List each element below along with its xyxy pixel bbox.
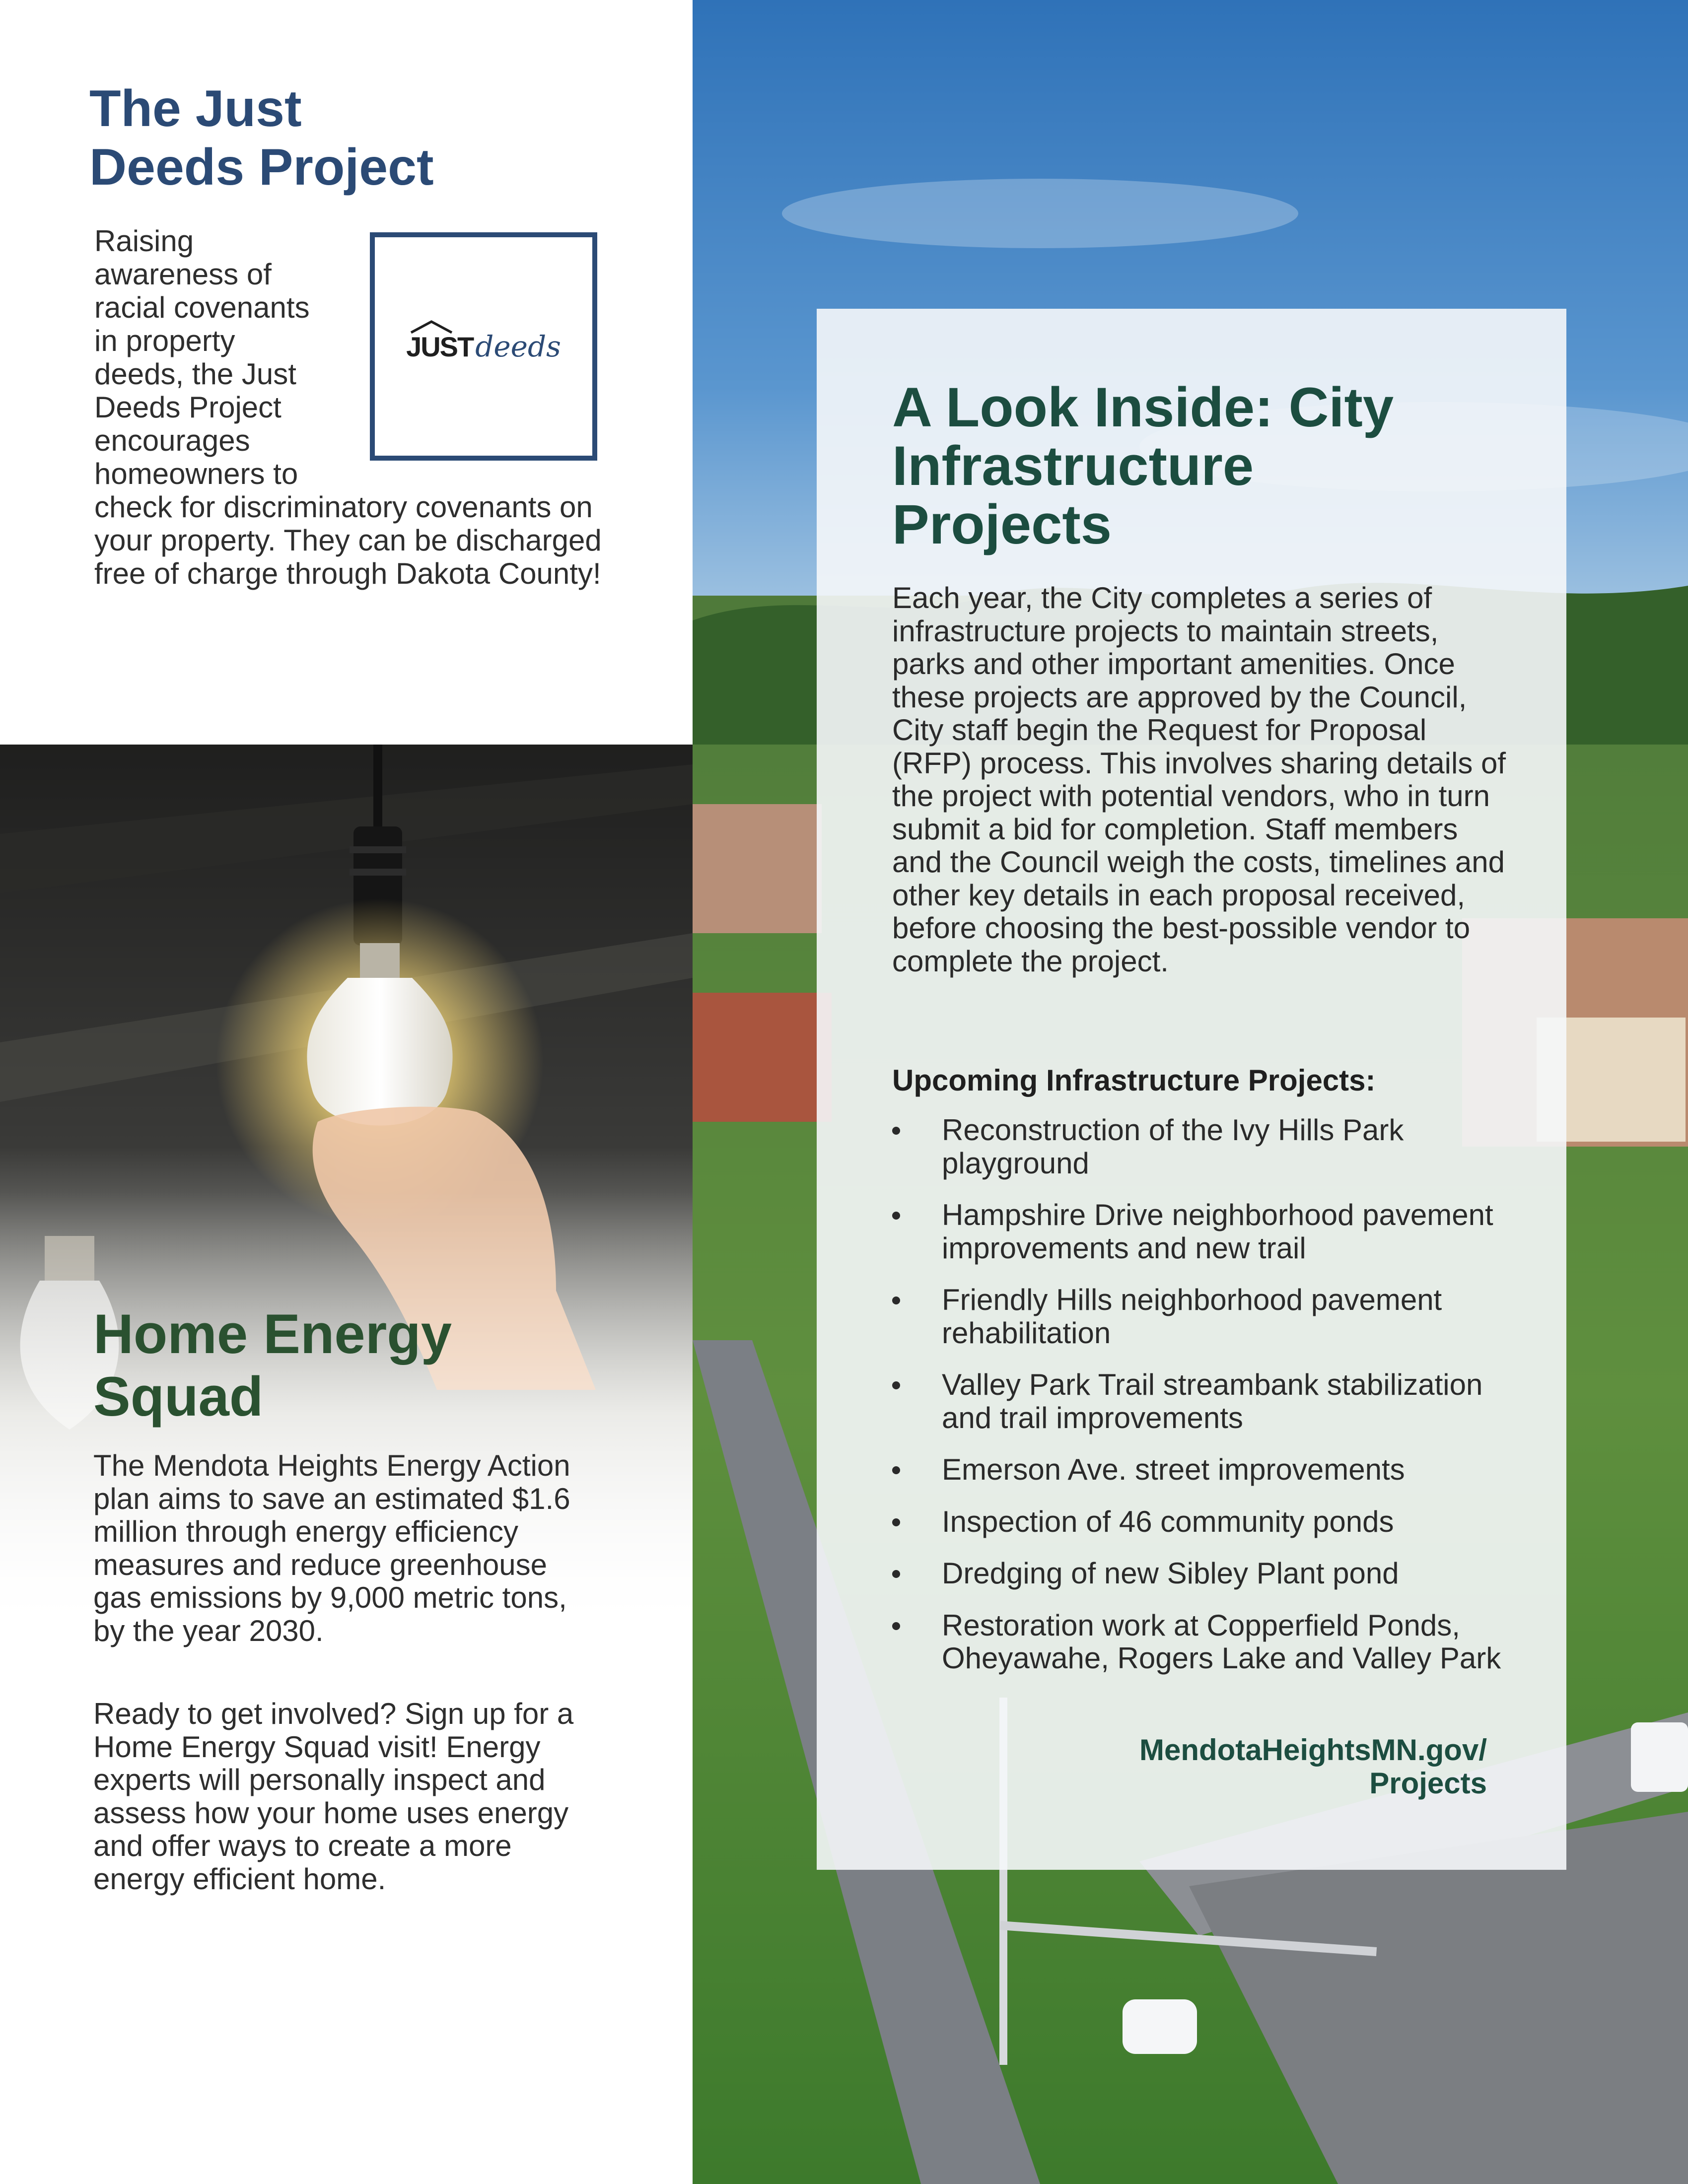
house-roof-icon xyxy=(409,320,454,335)
project-text: Friendly Hills neighborhood pavement rehabilitation xyxy=(942,1283,1442,1350)
just-deeds-logo-just xyxy=(406,331,473,363)
list-item xyxy=(892,1557,1513,1590)
infrastructure-title-line1: A Look Inside: City xyxy=(892,376,1394,438)
home-energy-paragraph-2: Ready to get involved? Sign up for a Home Energy Squad visit! Energy experts will personally inspect and assess how your home uses energy and offer ways to create a more energy efficient home. xyxy=(93,1697,574,1896)
project-text: Dredging of new Sibley Plant pond xyxy=(942,1557,1399,1590)
just-deeds-logo-box xyxy=(370,232,597,461)
infrastructure-title-line3: Projects xyxy=(892,493,1112,555)
bullet-icon xyxy=(892,1518,900,1526)
bullet-icon xyxy=(892,1297,900,1304)
just-deeds-logo xyxy=(406,330,561,363)
just-deeds-title-line2: Deeds Project xyxy=(89,138,434,196)
list-item xyxy=(892,1199,1513,1265)
infrastructure-card xyxy=(817,309,1566,1870)
infrastructure-link[interactable] xyxy=(1139,1733,1487,1800)
just-deeds-title-line1: The Just xyxy=(89,80,302,137)
project-text: Restoration work at Copperfield Ponds, Oheyawahe, Rogers Lake and Valley Park xyxy=(942,1608,1501,1675)
list-item xyxy=(892,1505,1513,1539)
upcoming-projects-list xyxy=(892,1114,1513,1694)
home-energy-paragraph-1: The Mendota Heights Energy Action plan aims to save an estimated $1.6 million through energy efficiency measures and reduce greenhouse gas emissions by 9,000 metric tons, by the year 2030. xyxy=(93,1449,570,1647)
body-line: deeds, the Just xyxy=(94,357,296,391)
list-item xyxy=(892,1609,1513,1675)
project-text: Emerson Ave. street improvements xyxy=(942,1453,1405,1486)
body-line: Raising xyxy=(94,224,194,258)
home-energy-title xyxy=(93,1303,639,1428)
infrastructure-intro: Each year, the City completes a series of infrastructure projects to maintain streets, parks and other important amenities. Once these projects are approved by the Council, City staff begin the Request for Proposal (RFP) process. This involves sharing details of the project with potential vendors, who in turn submit a bid for completion. Staff members and the Council weigh the costs, timelines and other key details in each proposal received, before choosing the best-possible vendor to complete the project. xyxy=(892,581,1506,978)
body-line: encourages xyxy=(94,424,250,457)
bullet-icon xyxy=(892,1622,900,1630)
bullet-icon xyxy=(892,1212,900,1220)
bullet-icon xyxy=(892,1381,900,1389)
home-energy-section xyxy=(0,745,693,2184)
just-deeds-section xyxy=(0,0,693,745)
bullet-icon xyxy=(892,1466,900,1474)
list-item xyxy=(892,1368,1513,1434)
body-line: awareness of xyxy=(94,258,272,291)
project-text: Inspection of 46 community ponds xyxy=(942,1504,1394,1538)
list-item xyxy=(892,1114,1513,1180)
bullet-icon xyxy=(892,1570,900,1578)
project-text: Reconstruction of the Ivy Hills Park playground xyxy=(942,1113,1404,1180)
project-text: Hampshire Drive neighborhood pavement improvements and new trail xyxy=(942,1198,1493,1265)
project-text: Valley Park Trail streambank stabilization and trail improvements xyxy=(942,1368,1483,1434)
list-item xyxy=(892,1453,1513,1487)
body-line: in property xyxy=(94,324,235,357)
just-deeds-logo-deeds-text: deeds xyxy=(475,330,561,363)
home-energy-title-line1: Home Energy xyxy=(93,1303,452,1365)
body-line: racial covenants xyxy=(94,291,310,324)
infrastructure-title xyxy=(892,378,1513,554)
just-deeds-title xyxy=(89,79,635,197)
infrastructure-link-line2: Projects xyxy=(1369,1767,1487,1800)
just-deeds-body-narrow xyxy=(94,224,352,490)
body-line: Deeds Project xyxy=(94,391,281,424)
list-item xyxy=(892,1284,1513,1350)
upcoming-projects-heading: Upcoming Infrastructure Projects: xyxy=(892,1064,1376,1097)
just-deeds-logo-just-text: JUST xyxy=(406,331,474,362)
infrastructure-title-line2: Infrastructure xyxy=(892,435,1254,497)
just-deeds-body-wide: check for discriminatory covenants on your property. They can be discharged free of charge through Dakota County! xyxy=(94,490,602,590)
bullet-icon xyxy=(892,1127,900,1135)
home-energy-title-line2: Squad xyxy=(93,1365,264,1428)
body-line: homeowners to xyxy=(94,457,298,490)
infrastructure-link-line1: MendotaHeightsMN.gov/ xyxy=(1139,1733,1487,1767)
